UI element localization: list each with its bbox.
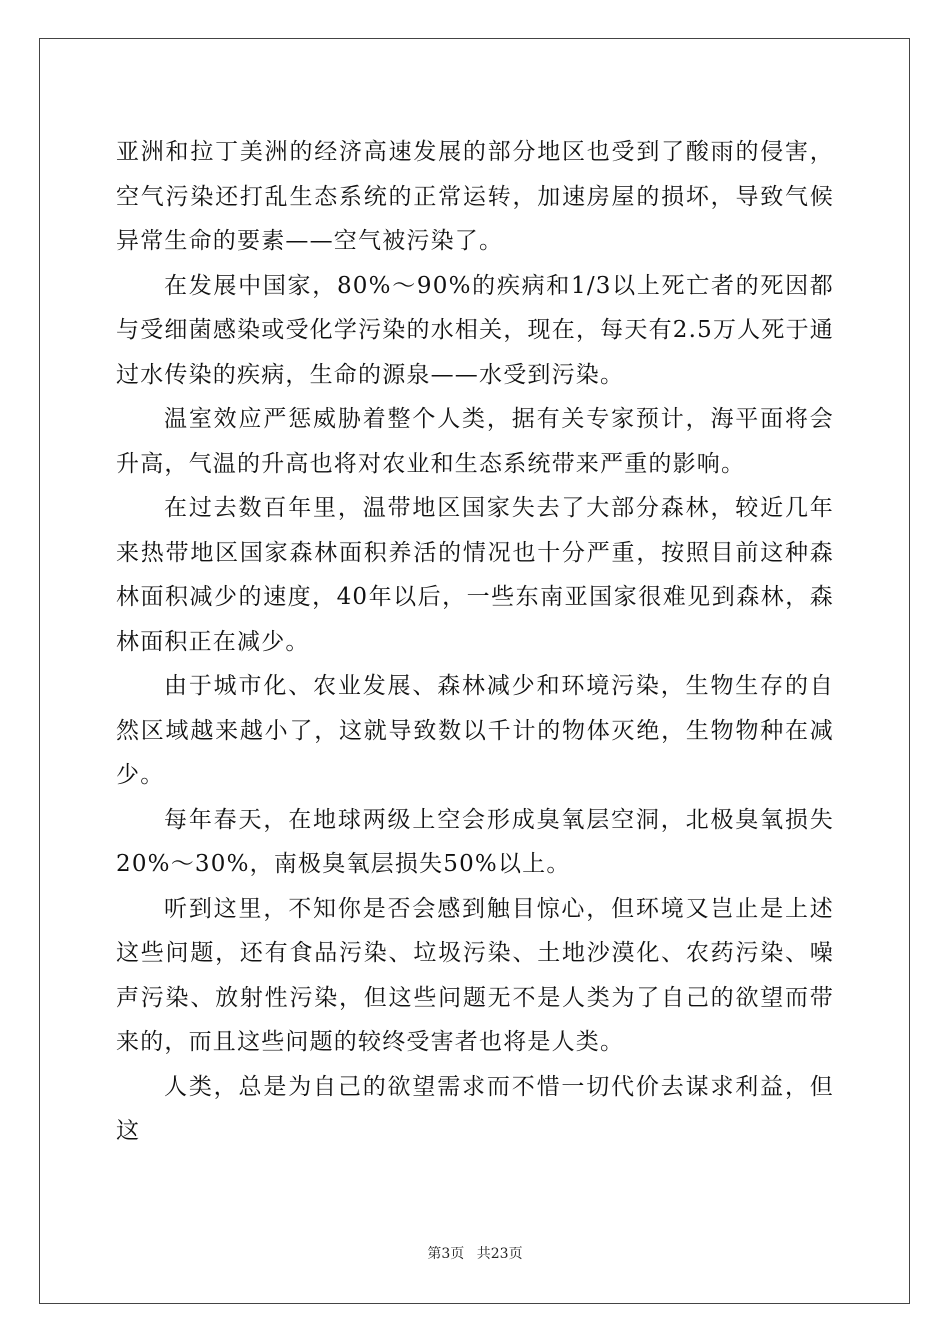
page-number: 第3页	[427, 1246, 465, 1262]
paragraph: 人类，总是为自己的欲望需求而不惜一切代价去谋求利益，但这	[116, 1073, 834, 1144]
page-footer	[0, 1243, 950, 1263]
paragraph: 由于城市化、农业发展、森林减少和环境污染，生物生存的自然区域越来越小了，这就导致数以千计的物体灭绝，生物物种在减少。	[116, 673, 834, 788]
document-body	[116, 130, 834, 1154]
paragraph: 在过去数百年里，温带地区国家失去了大部分森林，较近几年来热带地区国家森林面积养活的情况也十分严重，按照目前这种森林面积减少的速度，40年以后，一些东南亚国家很难见到森林，森林面积正在减少。	[116, 495, 834, 655]
paragraph: 每年春天，在地球两级上空会形成臭氧层空洞，北极臭氧损失20%～30%，南极臭氧层损失50%以上。	[116, 806, 834, 877]
paragraph: 亚洲和拉丁美洲的经济高速发展的部分地区也受到了酸雨的侵害，空气污染还打乱生态系统的正常运转，加速房屋的损坏，导致气候异常生命的要素——空气被污染了。	[116, 139, 834, 254]
paragraph: 温室效应严惩威胁着整个人类，据有关专家预计，海平面将会升高，气温的升高也将对农业和生态系统带来严重的影响。	[116, 406, 834, 477]
page-total: 共23页	[476, 1246, 523, 1262]
paragraph: 听到这里，不知你是否会感到触目惊心，但环境又岂止是上述这些问题，还有食品污染、垃圾污染、土地沙漠化、农药污染、噪声污染、放射性污染，但这些问题无不是人类为了自己的欲望而带来的，而且这些问题的较终受害者也将是人类。	[116, 895, 834, 1055]
paragraph: 在发展中国家，80%～90%的疾病和1/3以上死亡者的死因都与受细菌感染或受化学污染的水相关，现在，每天有2.5万人死于通过水传染的疾病，生命的源泉——水受到污染。	[116, 272, 834, 388]
